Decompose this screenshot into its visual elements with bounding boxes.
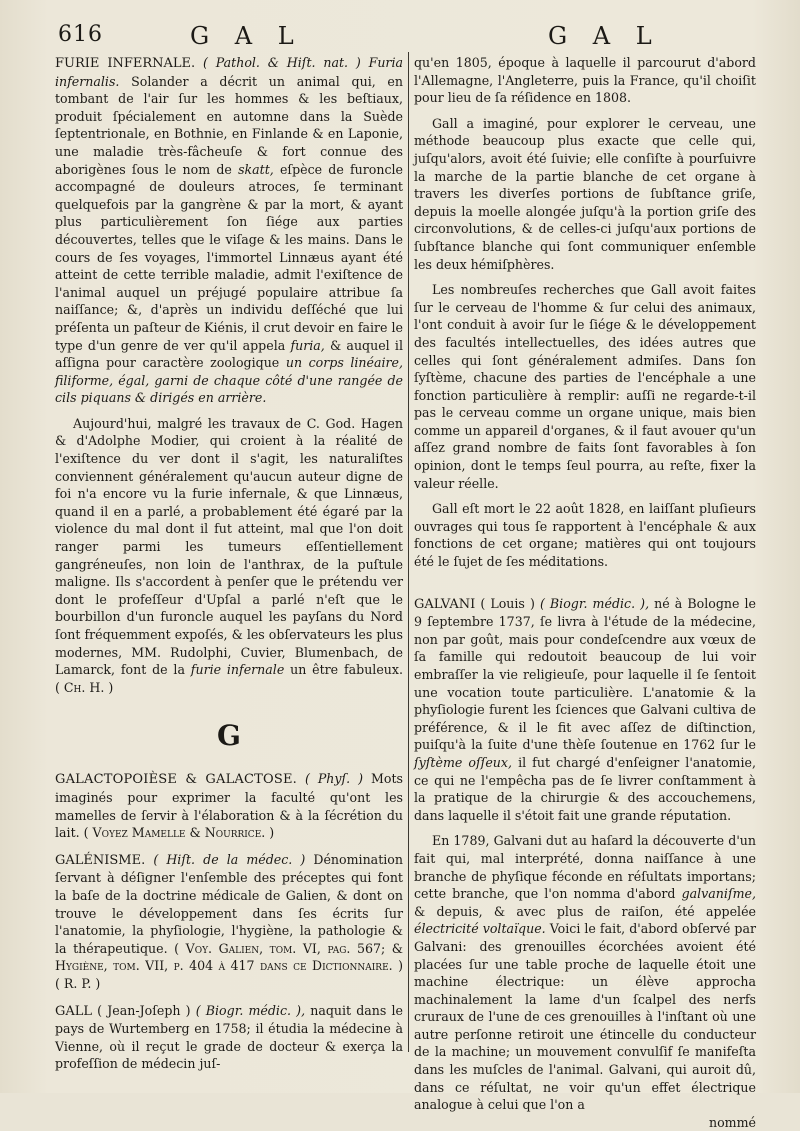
category-label: ( Phyſ. ) xyxy=(304,771,364,787)
body-text: naquit dans le pays de Wurtemberg en 1758; il étudia la médecine à Vienne, où il reçut le grade de docteur & exerça la profeſſion de médecin juſ- xyxy=(55,1002,403,1072)
italic-term: furie infernale xyxy=(190,662,285,678)
italic-term: un corps linéaire, filiforme, égal, garni de chaque côté d'une rangée de cils piquans & dirigés en arrière. xyxy=(55,355,403,406)
italic-term: furia, xyxy=(290,337,325,353)
italic-term: skatt, xyxy=(238,161,274,177)
running-head-right: G A L xyxy=(548,22,661,50)
headword: GALL xyxy=(55,1003,93,1019)
paragraph xyxy=(414,832,756,1114)
category-label: ( Biogr. médic. ), xyxy=(195,1002,306,1018)
paragraph: Gall a imaginé, pour explorer le cerveau, une méthode beaucoup plus exacte que celle qui, juſqu'alors, avoit été ſuivie; elle conſiſte à pourſuivre la marche de la partie blanche de cet organe à travers les diverſes portions de ſubſtance griſe, depuis la moelle alongée juſqu'à la portion griſe des circonvolutions, & de celles-ci juſqu'aux portions de ſubſtance blanche qui ſont communiquer enſemble les deux hémiſphères. xyxy=(414,115,756,272)
headword: GALÉNISME. xyxy=(55,852,146,868)
category-label: ( Hiſt. de la médec. ) xyxy=(153,851,306,867)
section-letter: G xyxy=(217,719,241,753)
body-text: En 1789, Galvani dut au haſard la découverte d'un fait qui, mal interprété, donna naiſſance à une branche de phyſique féconde en réſultats importans; cette branche, que l'on nomma d'abord xyxy=(414,833,756,902)
catchword: nommé xyxy=(708,1114,756,1130)
author-signature: ( Ch. H. ) xyxy=(55,679,114,695)
body-text: un être fabuleux. xyxy=(284,662,403,678)
body-text: & auquel il aſſigna pour caractère zoologique xyxy=(55,337,403,371)
italic-term: ſyſtème oſſeux, xyxy=(414,754,512,770)
running-head-left: G A L xyxy=(190,22,303,50)
category-label: ( Pathol. & Hiſt. nat. ) xyxy=(203,55,361,70)
page-header xyxy=(0,22,800,52)
body-text: Dénomination ſervant à déſigner l'enſemble des préceptes qui font la baſe de la doctrine médicale de Galien, & dont on trouve le développement dans ſes écrits ſur l'anatomie, la phyſiologie, l'hygiène, la pathologie & la thérapeutique. xyxy=(55,851,403,956)
body-text: Aujourd'hui, malgré les travaux de C. God. Hagen & d'Adolphe Modier, qui croient à la réalité de l'exiſtence du ver dont il s'agit, les naturaliſtes conviennent généralement qu'aucun auteur digne de foi n'a encore vu la furie infernale, & que Linnæus, quand il en a parlé, a probablement été égaré par la violence du mal dont il fut atteint, mal que l'on doit ranger parmi les tumeurs eſſentiellement gangréneuſes, non loin de l'anthrax, de la puſtule maligne. Ils s'accordent à penſer que le prétendu ver dont le profeſſeur d'Upſal a parlé n'eſt que le bourbillon d'un furoncle auquel les payſans du Nord ſont fréquemment expoſés, & les obſervateurs les plus modernes, MM. Rudolphi, Cuvier, Blumenbach, de Lamarck, font de la xyxy=(55,415,403,678)
entry-gall xyxy=(55,1002,403,1073)
author-signature: ( R. P. ) xyxy=(55,975,101,991)
entry-galactopoiese xyxy=(55,770,403,841)
category-label: ( Biogr. médic. ), xyxy=(539,595,650,611)
body-text: Solander a décrit un animal qui, en tombant de l'air ſur les hommes & les beſtiaux, produit ſpécialement en automne dans la Suède ſeptentrionale, en Bothnie, en Finlande & en Laponie, une maladie très-fâcheuſe & fort connue des aborigènes ſous le nom de xyxy=(55,73,403,177)
person-name: ( Jean-Joſeph ) xyxy=(92,1002,196,1018)
cross-reference: ( Voyez Mamelle & Nourrice. ) xyxy=(79,825,275,841)
italic-term: électricité voltaïque. xyxy=(414,921,546,937)
right-column xyxy=(414,54,756,1131)
body-text: eſpèce de furoncle accompagné de douleurs atroces, ſe terminant quelquefois par la gangrène & par la mort, & ayant plus particulièrement ſon ſiége aux parties découvertes, telles que le viſage & les mains. Dans le cours de ſes voyages, l'immortel Linnæus ayant été atteint de cette terrible maladie, admit l'exiſtence de l'animal auquel un préjugé populaire attribue ſa naiſſance; &, d'après un individu deſſéché que lui préſenta un paſteur de Kiénis, il crut devoir en faire le type d'un genre de ver qu'il appela xyxy=(55,161,403,353)
body-text: né à Bologne le 9 ſeptembre 1737, ſe livra à l'étude de la médecine, non par goût, mais pour condeſcendre aux vœux de ſa famille qui redoutoit beaucoup de lui voir embraſſer la vie religieuſe, pour laquelle il ſe ſentoit une vocation toute particulière. L'anatomie & la phyſiologie furent les ſciences que Galvani cultiva de préférence, & il le fit avec aſſez de diſtinction, puiſqu'à la ſuite d'une thèſe ſoutenue en 1762 ſur le xyxy=(414,595,756,753)
body-text: Mots imaginés pour exprimer la faculté qu'ont les mamelles de ſervir à l'élaboration & à la ſécrétion du lait. xyxy=(55,771,403,841)
paragraph: Les nombreuſes recherches que Gall avoit faites ſur le cerveau de l'homme & ſur celui des animaux, l'ont conduit à avoir ſur le ſiége & le développement des facultés intellectuelles, des idées autres que celles qui ſont généralement admiſes. Dans ſon ſyſtème, chacune des parties de l'encéphale a une fonction particulière à remplir: auſſi ne regarde-t-il pas le cerveau comme un organe unique, mais bien comme un appareil d'organes, & il faut avouer qu'un aſſez grand nombre de faits ſont favorables à ſon opinion, dont le temps ſeul pourra, au reſte, fixer la valeur réelle. xyxy=(414,282,756,491)
page-number: 616 xyxy=(58,22,103,47)
headword: FURIE INFERNALE. xyxy=(55,56,196,71)
paragraph: qu'en 1805, époque à laquelle il parcourut d'abord l'Allemagne, l'Angleterre, puis la France, qu'il choiſit pour lieu de ſa réſidence en 1808. xyxy=(414,55,756,106)
body-text: il fut chargé d'enſeigner l'anatomie, ce qui ne l'empêcha pas de ſe livrer conſtamment à la pratique de la chirurgie & des accouchemens, dans laquelle il s'étoit fait une grande réputation. xyxy=(414,754,756,823)
headword: GALVANI xyxy=(414,596,476,612)
paragraph xyxy=(55,415,403,697)
body-text: Voici le fait, d'abord obſervé par Galvani: des grenouilles écorchées avoient été placées ſur une table proche de laquelle étoit une machine électrique: un élève approcha machinalement la lame d'un ſcalpel des nerfs cruraux de l'une de ces grenouilles à l'inſtant où une autre perſonne retiroit une étincelle du conducteur de la machine; un mouvement convulſif ſe manifeſta dans les muſcles de l'animal. Galvani, qui auroit dû, dans ce réſultat, ne voir qu'un effet électrique analogue à celui que l'on a xyxy=(414,921,756,1113)
italic-term: galvaniſme, xyxy=(681,886,756,902)
entry-galvani xyxy=(414,595,756,825)
entry-galenisme xyxy=(55,851,403,993)
left-column xyxy=(55,54,403,1073)
person-name: ( Louis ) xyxy=(475,595,540,611)
body-text: & depuis, & avec plus de raiſon, été appelée xyxy=(414,903,756,919)
headword: GALACTOPOIÈSE & GALACTOSE. xyxy=(55,772,298,788)
cross-reference: ( Voy. Galien, tom. VI, pag. 567; & Hygiène, tom. VII, p. 404 à 417 dans ce Dictionnaire. ) xyxy=(55,940,403,974)
entry-furie-infernale xyxy=(55,54,403,407)
paragraph: Gall eſt mort le 22 août 1828, en laiſſant pluſieurs ouvrages qui tous ſe rapportent à l'encéphale & aux fonctions de cet organe; matières qui ont toujours été le ſujet de ſes méditations. xyxy=(414,501,756,570)
column-divider xyxy=(408,52,409,1052)
latin-name: Furia infernalis. xyxy=(55,55,403,89)
